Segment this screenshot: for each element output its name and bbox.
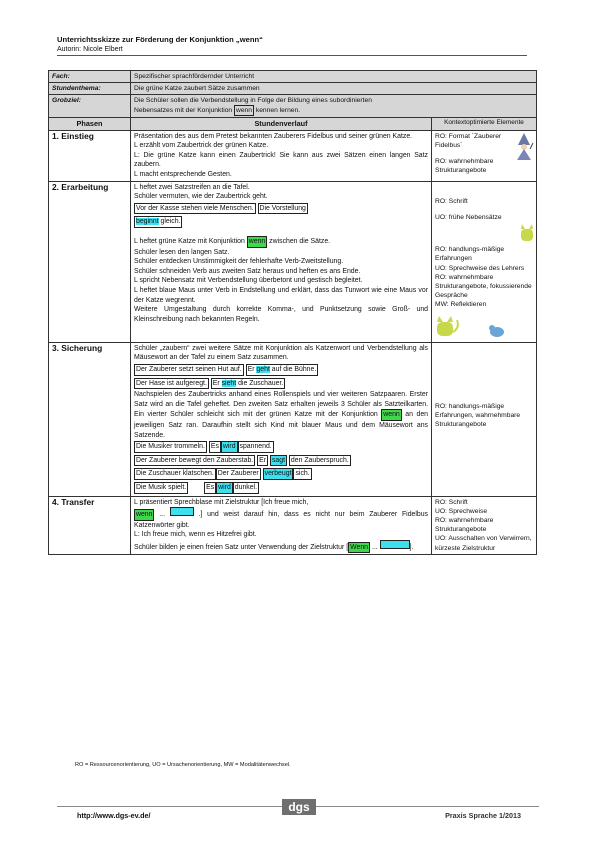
verlauf-transfer [131,496,432,555]
pair-b-sentence-2 [211,378,286,390]
transfer-ctx-1: RO: Schrift [435,498,468,506]
ziel-label: Grobziel: [49,95,131,118]
phase-transfer: 4. Transfer [49,496,131,555]
erarbeitung-line-5: Schüler entdecken Unstimmigkeit der fehlerhafte Verb-Zweitstellung. [134,258,344,266]
phase-einstieg: 1. Einstieg [49,130,131,181]
pair-3-verb: verbeugt [263,468,294,480]
ziel-text-2a: Nebensatzes mit der Konjunktion [134,107,233,114]
pair-2-s1: Der Zauberer bewegt den Zauberstab. [134,455,255,467]
row-erarbeitung [49,181,537,342]
erarbeitung-line-9: Weitere Umgestaltung durch korrekte Komma-, und Punktsetzung sowie Groß- und Kleinschreibung nach bekannten Regeln. [134,306,428,323]
document-header [57,35,527,56]
einstieg-line-2: L erzählt vom Zaubertrick der grünen Katze. [134,142,269,150]
strip2-c: gleich. [160,218,181,226]
erarbeitung-ctx-2: UO: frühe Nebensätze [435,213,502,221]
erarbeitung-line-2: Schüler vermuten, wie der Zaubertrick geht. [134,193,268,201]
kontext-sicherung [432,342,537,496]
thema-label: Stundenthema: [49,83,131,95]
erarbeitung-line-4: Schüler lesen den langen Satz. [134,248,230,256]
document-author: Autorin: Nicole Elbert [57,46,123,53]
sentence-strip-1: Vor der Kasse stehen viele Menschen. [134,203,256,215]
abbreviation-footnote: RO = Ressourcenorientierung, UO = Ursachenorientierung, MW = Modalitätenwechsel. [75,762,291,768]
transfer-line-2 [134,507,428,530]
erarbeitung-line-3c: zwischen die Sätze. [269,237,331,245]
strip2-a: Die Vorstellung [259,204,306,212]
transfer-verb-slot-2 [380,540,410,549]
sicherung-wenn: wenn [381,409,401,421]
meta-fach-row [49,71,537,83]
kontext-erarbeitung [432,181,537,342]
document-title: Unterrichtsskizze zur Förderung der Konjunktion „wenn“ [57,35,263,44]
pair-4-verb: wird [216,482,233,494]
verlauf-einstieg [131,130,432,181]
col-kontext: Kontextoptimierte Elemente [432,118,537,131]
transfer-ctx-4: UO: Ausschalten von Verwirrern, kürzeste Zielstruktur [435,535,532,552]
transfer-line-4a: Schüler bilden je einen freien Satz unter Verwendung der Zielstruktur [ [134,543,349,551]
sentence-strip-2 [258,203,308,215]
erarbeitung-ctx-4: UO: Sprechweise des Lehrers [435,264,525,272]
ziel-wenn-box: wenn [236,107,252,114]
green-cat-icon [519,222,535,242]
row-sicherung [49,342,537,496]
dgs-logo: dgs [282,799,316,815]
erarbeitung-ctx-3: RO: handlungs-mäßige Erfahrungen [435,246,505,263]
header-divider [57,55,527,56]
footer-url-link[interactable]: http://www.dgs-ev.de/ [77,811,151,820]
erarbeitung-line-3a: L heftet grüne Katze mit Konjunktion [134,237,245,245]
kontext-einstieg [432,130,537,181]
strip2-verb: beginnt [136,218,159,226]
transfer-line-1: L präsentiert Sprechblase mit Zielstruktur [Ich freue mich, [134,498,309,506]
transfer-line-2c: .] und weist darauf hin, dass es nicht nur beim Zauberer Fidelbus Katzenwörter gibt. [134,511,429,529]
pair-4-s1: Die Musik spielt. [134,482,188,494]
pair-b-sentence-1: Der Hase ist aufgeregt. [134,378,209,390]
sicherung-ctx-1: RO: handlungs-mäßige Erfahrungen, wahrnehmbare Strukturangebote [435,402,521,429]
pair-b-er: Er [212,379,220,387]
phase-erarbeitung: 2. Erarbeitung [49,181,131,342]
pair-2-rest: den Zauberspruch. [289,455,351,467]
page-footer [57,800,539,823]
pair-2-verb: sagt [270,455,287,467]
transfer-line-4d: ]. [409,543,414,551]
meta-ziel-row [49,95,537,118]
erarbeitung-line-6: Schüler schneiden Verb aus zweiten Satz heraus und heften es ans Ende. [134,267,361,275]
pair-1-verb: wird [221,441,238,453]
pair-a-rest: auf die Bühne. [271,365,317,373]
erarbeitung-line-7: L spricht Nebensatz mit Verbendstellung überbetont und gestisch begleitet. [134,277,363,285]
einstieg-line-1: Präsentation des aus dem Pretest bekannten Zauberers Fidelbus und seiner grünen Katze. [134,132,413,140]
erarbeitung-ctx-5: RO: wahrnehmbare Strukturangebote, fokussierende Gespräche [435,273,532,300]
pair-2-er: Er [257,455,268,467]
meta-thema-row [49,83,537,95]
pair-3-s1: Die Zuschauer klatschen. [134,468,216,480]
row-einstieg [49,130,537,181]
pair-a-sentence-1: Der Zauberer setzt seinen Hut auf. [134,364,244,376]
pair-1-es: Es [209,441,221,453]
ziel-text-2c: kennen lernen. [255,107,301,114]
erarbeitung-line-3 [134,236,428,248]
wenn-conjunction: wenn [247,236,267,248]
pair-3-subj: Der Zauberer [216,468,261,480]
ziel-text-1: Die Schüler sollen die Verbendstellung in Folge der Bildung eines subordinierten [134,97,372,104]
blue-mouse-icon [487,324,507,338]
einstieg-line-4: L macht entsprechende Gesten. [134,170,232,178]
transfer-line-3: L: Ich freue mich, wenn es Hitzefrei gibt. [134,531,257,539]
row-transfer [49,496,537,555]
transfer-verb-slot-1 [170,507,194,516]
sentence-strip-2-cont [134,216,182,228]
sicherung-line-2 [134,390,428,440]
lesson-plan-table [48,70,537,555]
erarbeitung-ctx-1: RO: Schrift [435,197,468,205]
wizard-icon [514,133,534,161]
erarbeitung-ctx-6: MW: Reflektieren [435,301,487,309]
pair-1-s1: Die Musiker trommeln. [134,441,207,453]
transfer-wenn-2: Wenn [348,542,370,554]
sicherung-line-2c: an den jeweiligen Satz ran. Daraufhin stellt sich Kind mit blauer Maus und dem Mäusewort ans Satzende. [134,411,428,439]
column-header-row [49,118,537,131]
pair-b-verb: sieht [221,379,237,387]
einstieg-ctx-2: RO: wahrnehmbare Strukturangebote [435,158,494,175]
transfer-ctx-2: UO: Sprechweise [435,507,488,515]
footer-issue: Praxis Sprache 1/2013 [445,811,521,820]
pair-1-rest: spannend. [238,441,274,453]
einstieg-line-3: L: Die grüne Katze kann einen Zaubertrick! Sie kann aus zwei Sätzen einen langen Satz zaubern. [134,151,428,169]
transfer-wenn-1: wenn [134,509,154,521]
einstieg-ctx-1: RO: Format ´Zauberer Fidelbus´ [435,132,502,149]
ziel-value [131,95,537,118]
fach-label: Fach: [49,71,131,83]
green-cat-figure-icon [435,314,461,338]
pair-a-er: Er [247,365,255,373]
kontext-transfer [432,496,537,555]
phase-sicherung: 3. Sicherung [49,342,131,496]
fach-value: Spezifischer sprachfördernder Unterricht [131,71,537,83]
pair-b-rest: die Zuschauer. [238,379,284,387]
transfer-line-4 [134,540,428,554]
erarbeitung-line-8: L heftet blaue Maus unter Verb in Endstellung und erklärt, dass das Tunwort wie eine Maus vor der Katze wegrennt. [134,286,428,304]
verlauf-sicherung [131,342,432,496]
pair-3-rest: sich. [293,468,311,480]
sicherung-line-1: Schüler „zaubern“ zwei weitere Sätze mit Konjunktion als Katzenwort und Verbendstellung als Mäusewort an der Tafel zu einem Satz zusammen. [134,344,428,362]
transfer-dots-2: ... [371,543,378,551]
pair-4-es: Es [204,482,216,494]
thema-value: Die grüne Katze zaubert Sätze zusammen [131,83,537,95]
pair-a-sentence-2 [246,364,319,376]
transfer-dots-1: ... [159,511,166,519]
erarbeitung-line-1: L heftet zwei Satzstreifen an die Tafel. [134,183,250,191]
verlauf-erarbeitung [131,181,432,342]
pair-4-rest: dunkel. [233,482,259,494]
col-verlauf: Stundenverlauf [131,118,432,131]
transfer-ctx-3: RO: wahrnehmbare Strukturangebote [435,516,494,534]
pair-a-verb: geht [256,365,270,373]
sicherung-line-2a: Nachspielen des Zaubertricks anhand eines Rollenspiels und vier weiteren Satzpaaren. Erster Satz wird an die Tafel geheftet. Den zweiten Satz erhalten jeweils 3 Schüler als Satzteilkarten. Ein vierter Schüler schleicht sich mit der grünen Katze mit der Konjunktion [134,391,428,419]
col-phasen: Phasen [49,118,131,131]
